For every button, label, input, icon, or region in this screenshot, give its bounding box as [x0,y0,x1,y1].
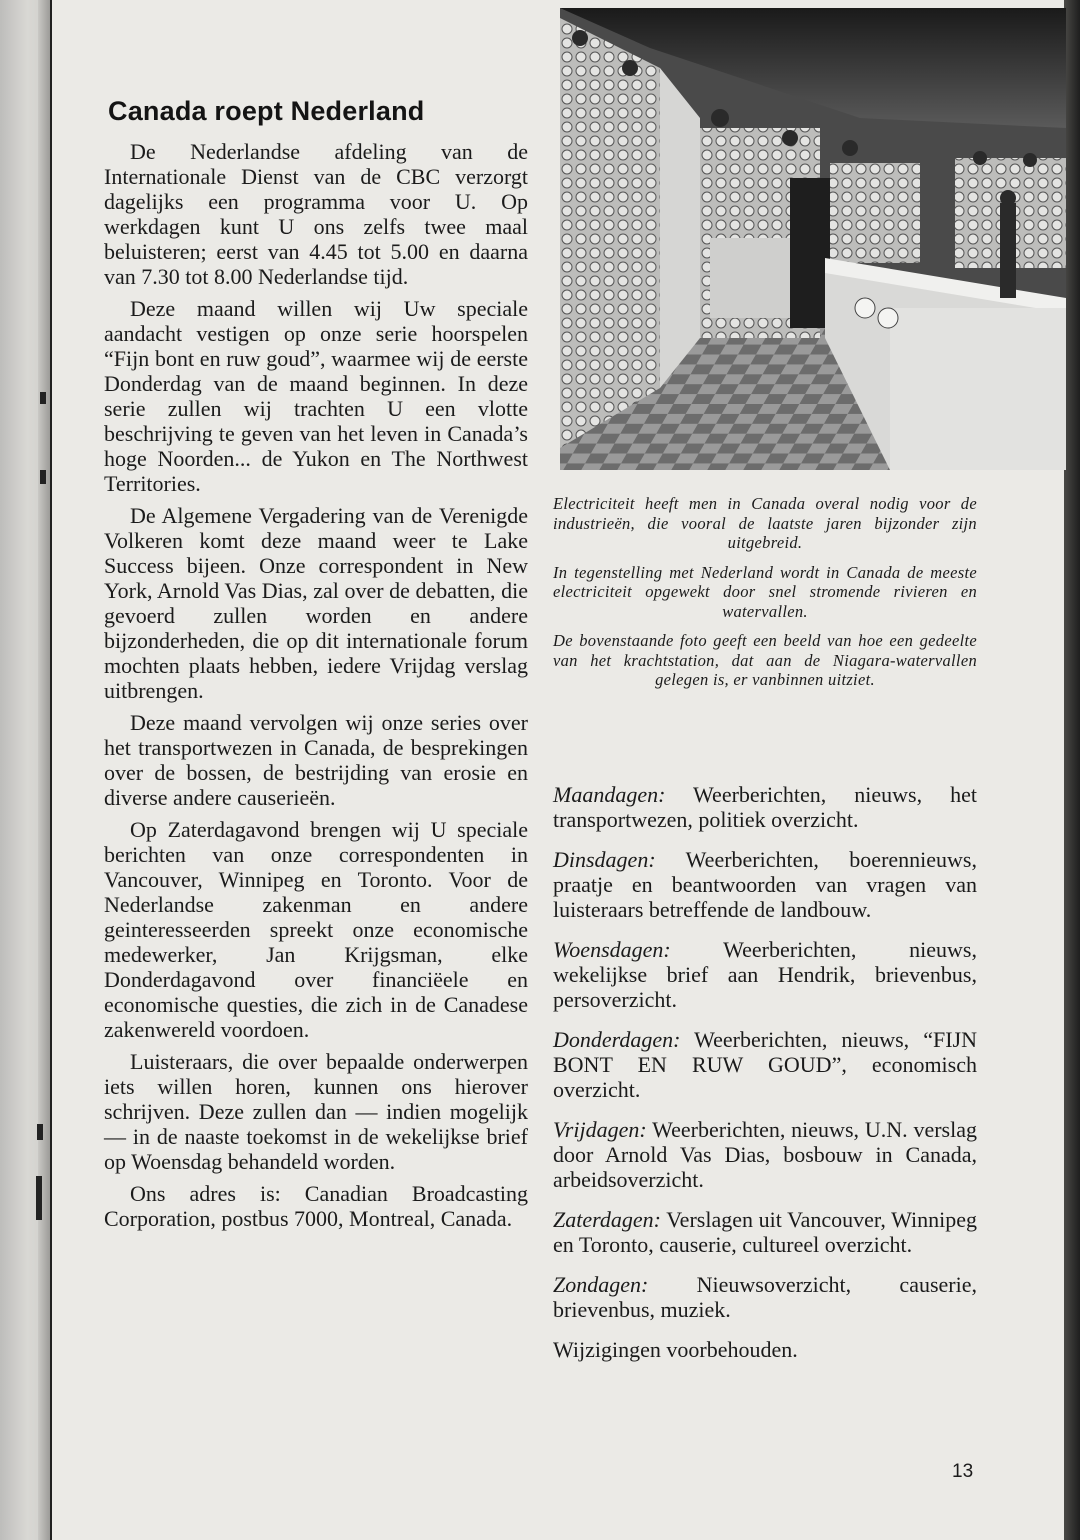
schedule-day: Dinsdagen: [553,847,656,872]
binding-stitch [40,392,46,404]
page-edge [1064,0,1080,1540]
binding-stitch [37,1124,43,1140]
article-paragraph: Ons adres is: Canadian Broadcasting Corporation, postbus 7000, Montreal, Canada. [104,1181,528,1231]
schedule-day: Zondagen: [553,1272,649,1297]
schedule-entry [553,937,977,1012]
schedule-text: Weerberichten, nieuws, het transportwezen, politiek overzicht. [553,782,977,832]
caption-paragraph: Electriciteit heeft men in Canada overal nodig voor de industrieën, die vooral de laatste jaren bijzonder zijn uitgebreid. [553,494,977,552]
caption-paragraph: In tegenstelling met Nederland wordt in Canada de meeste electriciteit opgewekt door snel stromende rivieren en watervallen. [553,562,977,621]
article-column [104,96,528,1238]
gutter-shadow [38,0,52,1540]
page-number: 13 [952,1461,974,1482]
article-paragraph: Op Zaterdagavond brengen wij U speciale berichten van onze correspondenten in Vancouver, Winnipeg en Toronto. Voor de Nederlandse zakenman en andere geinteresseerden spreekt onze economische medewerker, Jan Krijgsman, elke Donderdagavond over financiëele en economische questies, die zich in de Canadese zakenwereld voordoen. [104,817,528,1042]
schedule-entry [553,1207,977,1257]
schedule-entry [553,1027,977,1102]
schedule-note: Wijzigingen voorbehouden. [553,1337,798,1362]
schedule-entry [553,1117,977,1192]
schedule-day: Maandagen: [553,782,666,807]
schedule-day: Zaterdagen: [553,1207,661,1232]
article-paragraph: De Nederlandse afdeling van de Internationale Dienst van de CBC verzorgt dagelijks een programma voor U. Op werkdagen kunt U ons zelfs twee maal beluisteren; eerst van 4.45 tot 5.00 en daarna van 7.30 tot 8.00 Nederlandse tijd. [104,139,528,289]
article-paragraph: Luisteraars, die over bepaalde onderwerpen iets willen horen, kunnen ons hierover schrijven. Deze zullen dan — indien mogelijk — in de naaste toekomst in de wekelijkse brief op Woensdag behandeld worden. [104,1049,528,1174]
schedule-entry [553,782,977,832]
schedule-text: Weerberichten, nieuws, “FIJN BONT EN RUW GOUD”, economisch overzicht. [553,1027,977,1102]
power-station-photo [560,8,1066,470]
schedule-day: Woensdagen: [553,937,671,962]
schedule-entry [553,847,977,922]
article-paragraph: Deze maand vervolgen wij onze series over het transportwezen in Canada, de besprekingen over de bossen, de bestrijding van erosie en diverse andere causerieën. [104,710,528,810]
caption-paragraph: De bovenstaande foto geeft een beeld van hoe een gedeelte van het krachtstation, dat aan de Niagara-watervallen gelegen is, er vanbinnen uitziet. [553,631,977,689]
binding-stitch [36,1176,42,1220]
schedule-text: Nieuwsoverzicht, causerie, brievenbus, muziek. [553,1272,977,1322]
schedule-text: Weerberichten, nieuws, U.N. verslag door Arnold Vas Dias, bosbouw in Canada, arbeidsoverzicht. [553,1117,977,1192]
schedule-text: Verslagen uit Vancouver, Winnipeg en Toronto, causerie, cultureel overzicht. [553,1207,977,1257]
program-schedule [553,782,977,1377]
article-paragraph: De Algemene Vergadering van de Verenigde Volkeren komt deze maand weer te Lake Success bijeen. Onze correspondent in New York, Arnold Vas Dias, zal over de debatten, die gevoerd zullen worden en andere bijzonderheden, die op dit internationale forum mochten plaats hebben, iedere Vrijdag verslag uitbrengen. [104,503,528,703]
schedule-text: Weerberichten, nieuws, wekelijkse brief aan Hendrik, brievenbus, persoverzicht. [553,937,977,1012]
article-title: Canada roept Nederland [108,96,425,126]
schedule-text: Weerberichten, boerennieuws, praatje en beantwoorden van vragen van luisteraars betreffende de landbouw. [553,847,977,922]
schedule-entry [553,1272,977,1322]
schedule-day: Vrijdagen: [553,1117,647,1142]
photo-caption [553,494,977,700]
article-paragraph: Deze maand willen wij Uw speciale aandacht vestigen op onze serie hoorspelen “Fijn bont en ruw goud”, waarmee wij de eerste Donderdag van de maand beginnen. In deze serie zullen wij trachten U een vlotte beschrijving te geven van het leven in Canada’s hoge Noorden... de Yukon en The Northwest Territories. [104,296,528,496]
schedule-day: Donderdagen: [553,1027,681,1052]
binding-stitch [40,470,46,484]
